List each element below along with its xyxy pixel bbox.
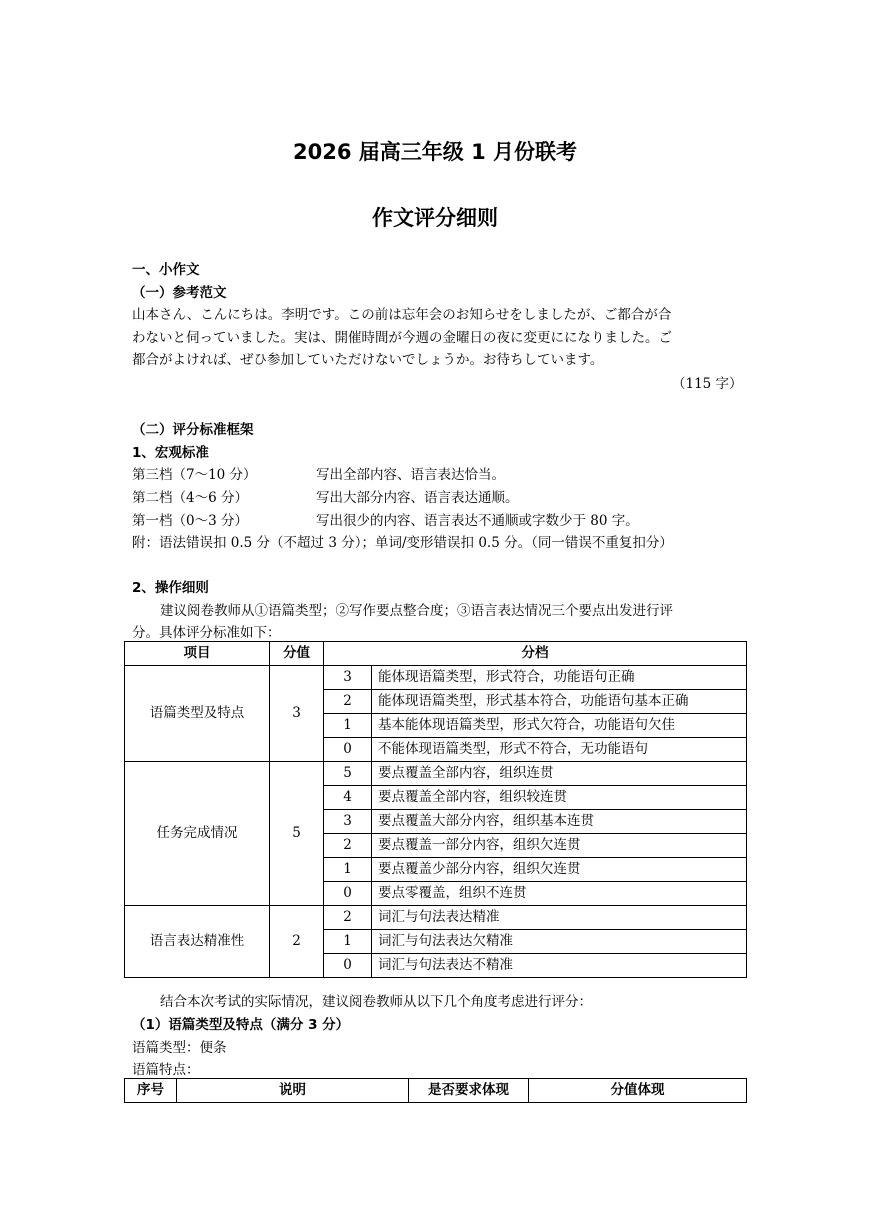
level-desc: 词汇与句法表达欠精准 <box>372 930 747 954</box>
item-language: 语言表达精准性 <box>125 906 270 978</box>
word-count: （115 字） <box>672 376 743 392</box>
level-points: 2 <box>324 834 372 858</box>
grade-level-2: 第二档（4～6 分） <box>132 490 248 506</box>
section-heading: 一、小作文 <box>132 262 200 278</box>
scoring-table <box>124 641 747 978</box>
score-genre: 3 <box>270 666 324 762</box>
deduction-note: 附：语法错误扣 0.5 分（不超过 3 分）；单词/变形错误扣 0.5 分。（同一错误不重复扣分） <box>132 535 673 551</box>
level-points: 0 <box>324 882 372 906</box>
ops-heading: 2、操作细则 <box>132 580 209 596</box>
level-desc: 能体现语篇类型，形式基本符合，功能语句基本正确 <box>372 690 747 714</box>
level-points: 2 <box>324 906 372 930</box>
level-desc: 基本能体现语篇类型，形式欠符合，功能语句欠佳 <box>372 714 747 738</box>
level-desc: 要点覆盖少部分内容，组织欠连贯 <box>372 858 747 882</box>
level-points: 2 <box>324 690 372 714</box>
after-table-text: 结合本次考试的实际情况，建议阅卷教师从以下几个角度考虑进行评分： <box>160 994 592 1010</box>
col-header-explanation: 说明 <box>177 1079 409 1103</box>
genre-table <box>124 1078 747 1103</box>
level-points: 0 <box>324 954 372 978</box>
col-header-required: 是否要求体现 <box>409 1079 529 1103</box>
table-row <box>125 762 747 786</box>
exam-title: 2026 届高三年级 1 月份联考 <box>293 140 577 164</box>
col-header-item: 项目 <box>125 642 270 666</box>
essay-line-3: 都合がよければ、ぜひ参加していただけないでしょうか。お待ちしています。 <box>132 352 604 368</box>
sample-essay-heading: （一）参考范文 <box>132 285 227 301</box>
col-header-levels: 分档 <box>324 642 747 666</box>
col-header-points: 分值体现 <box>529 1079 747 1103</box>
level-points: 4 <box>324 786 372 810</box>
framework-heading: （二）评分标准框架 <box>132 422 254 438</box>
col-header-score: 分值 <box>270 642 324 666</box>
level-points: 1 <box>324 930 372 954</box>
level-points: 1 <box>324 858 372 882</box>
level-desc: 要点覆盖全部内容，组织连贯 <box>372 762 747 786</box>
genre-section-heading: （1）语篇类型及特点（满分 3 分） <box>132 1017 350 1033</box>
level-desc: 不能体现语篇类型，形式不符合，无功能语句 <box>372 738 747 762</box>
level-desc: 要点覆盖全部内容，组织较连贯 <box>372 786 747 810</box>
item-genre: 语篇类型及特点 <box>125 666 270 762</box>
level-points: 3 <box>324 666 372 690</box>
level-desc: 词汇与句法表达精准 <box>372 906 747 930</box>
level-desc: 能体现语篇类型，形式符合，功能语句正确 <box>372 666 747 690</box>
macro-heading: 1、宏观标准 <box>132 445 209 461</box>
ops-line-2: 分。具体评分标准如下： <box>132 625 281 641</box>
table-row <box>125 906 747 930</box>
ops-line-1: 建议阅卷教师从①语篇类型；②写作要点整合度；③语言表达情况三个要点出发进行评 <box>160 603 673 619</box>
essay-line-2: わないと伺っていました。実は、開催時間が今週の金曜日の夜に変更にになりました。ご <box>132 330 672 346</box>
grade-level-1: 第一档（0～3 分） <box>132 513 248 529</box>
table-header-row <box>125 1079 747 1103</box>
level-desc: 要点覆盖大部分内容，组织基本连贯 <box>372 810 747 834</box>
doc-subtitle: 作文评分细则 <box>372 206 498 230</box>
grade-desc-3: 写出全部内容、语言表达恰当。 <box>316 467 505 483</box>
grade-desc-2: 写出大部分内容、语言表达通顺。 <box>316 490 519 506</box>
col-header-index: 序号 <box>125 1079 177 1103</box>
level-desc: 词汇与句法表达不精准 <box>372 954 747 978</box>
score-task: 5 <box>270 762 324 906</box>
level-points: 0 <box>324 738 372 762</box>
genre-features: 语篇特点： <box>132 1062 200 1078</box>
grade-desc-1: 写出很少的内容、语言表达不通顺或字数少于 80 字。 <box>316 513 639 529</box>
essay-line-1: 山本さん、こんにちは。李明です。この前は忘年会のお知らせをしましたが、ご都合が合 <box>132 307 672 323</box>
level-desc: 要点零覆盖，组织不连贯 <box>372 882 747 906</box>
table-row <box>125 666 747 690</box>
level-points: 5 <box>324 762 372 786</box>
item-task: 任务完成情况 <box>125 762 270 906</box>
level-points: 3 <box>324 810 372 834</box>
score-language: 2 <box>270 906 324 978</box>
level-desc: 要点覆盖一部分内容，组织欠连贯 <box>372 834 747 858</box>
level-points: 1 <box>324 714 372 738</box>
genre-type: 语篇类型：便条 <box>132 1040 227 1056</box>
table-header-row <box>125 642 747 666</box>
grade-level-3: 第三档（7～10 分） <box>132 467 257 483</box>
